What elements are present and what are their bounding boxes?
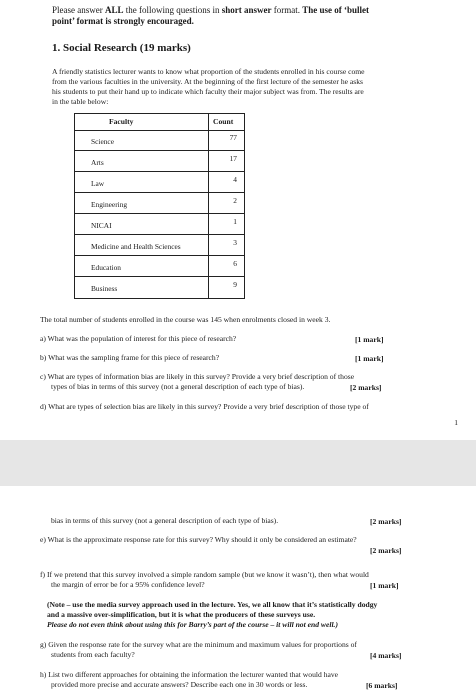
instructions-text: Please answer [52,5,105,15]
question-b: b) What was the sampling frame for this piece of research? [40,353,220,362]
question-g-mark: [4 marks] [370,651,402,660]
total-enrolment-note: The total number of students enrolled in the course was 145 when enrolments closed in week 3. [40,315,331,324]
page-number: 1 [454,418,458,427]
count-cell: 2 [233,196,237,205]
question-h-line-2: provided more precise and accurate answers? Describe each one in 30 words or less. [51,680,308,689]
faculty-cell: Medicine and Health Sciences [91,242,181,251]
intro-paragraph-line: A friendly statistics lecturer wants to know what proportion of the students enrolled in his course come [52,67,365,76]
table-header-faculty: Faculty [109,117,134,126]
question-f-mark: [1 mark] [370,581,399,590]
question-d-line-2: bias in terms of this survey (not a general description of each type of bias). [51,516,279,525]
question-a-mark: [1 mark] [355,335,384,344]
count-cell: 4 [233,175,237,184]
table-row [75,277,244,298]
intro-paragraph-line: from the various faculties in the university. At the beginning of the first lecture of the semester he asks [52,77,363,86]
question-f-line-2: the margin of error be for a 95% confidence level? [51,580,205,589]
instructions-short-answer: short answer [221,5,272,15]
count-cell: 77 [229,133,237,142]
faculty-cell: Engineering [91,200,128,209]
faculty-cell: Science [91,137,114,146]
note-line-2: and a massive over-simplification, but it is what the producers of these surveys use. [47,610,316,619]
count-cell: 3 [233,238,237,247]
table-row [75,256,244,277]
instructions-all: ALL [104,5,124,15]
faculty-cell: Education [91,263,121,272]
question-h-line-1: h) List two different approaches for obtaining the information the lecturer wanted that would have [40,670,339,679]
faculty-cell: Business [91,284,118,293]
question-g-line-2: students from each faculty? [51,650,135,659]
faculty-cell: NICAI [91,221,112,230]
count-cell: 1 [233,217,237,226]
instructions-line-2: point’ format is strongly encouraged. [52,16,194,26]
question-f-line-1: f) If we pretend that this survey involved a simple random sample (but we know it wasn’t), then what would [40,570,369,579]
question-b-mark: [1 mark] [355,354,384,363]
count-cell: 9 [233,280,237,289]
table-header-row [75,114,244,131]
question-c-mark: [2 marks] [350,383,382,392]
page-break-divider [0,440,476,486]
count-cell: 17 [229,154,237,163]
question-c-line-1: c) What are types of information bias are likely in this survey? Provide a very brief description of those [40,372,355,381]
table-header-count: Count [213,117,234,126]
question-d-line-1: d) What are types of selection bias are likely in this survey? Provide a very brief description of those type of [40,402,369,411]
intro-paragraph-line: his students to put their hand up to indicate which faculty their major subject was from. The results are [52,87,364,96]
instructions-line-1 [52,5,369,16]
question-a: a) What was the population of interest for this piece of research? [40,334,237,343]
table-row [75,214,244,235]
note-line-3: Please do not even think about using this for Barry’s part of the course – it will not end well.) [47,620,338,629]
question-e-mark: [2 marks] [370,546,402,555]
table-row [75,151,244,172]
question-e-line-1: e) What is the approximate response rate for this survey? Why should it only be considered an estimate? [40,535,357,544]
intro-paragraph-line: in the table below: [52,97,109,106]
table-row [75,130,244,151]
note-line-1: (Note – use the media survey approach used in the lecture. Yes, we all know that it’s statistically dodgy [47,600,378,609]
count-cell: 6 [233,259,237,268]
question-h-mark: [6 marks] [366,681,398,690]
instructions-text: format. [271,5,303,15]
table-row [75,172,244,193]
table-row [75,193,244,214]
question-g-line-1: g) Given the response rate for the survey what are the minimum and maximum values for proportions of [40,640,357,649]
faculty-cell: Law [91,179,105,188]
faculty-cell: Arts [91,158,104,167]
question-d-mark: [2 marks] [370,517,402,526]
instructions-bullet-note: The use of ‘bullet [302,5,370,15]
faculty-count-table [74,113,245,299]
table-row [75,235,244,256]
section-heading: 1. Social Research (19 marks) [52,42,191,54]
instructions-text: the following questions in [123,5,222,15]
question-c-line-2: types of bias in terms of this survey (not a general description of each type of bias). [51,382,305,391]
